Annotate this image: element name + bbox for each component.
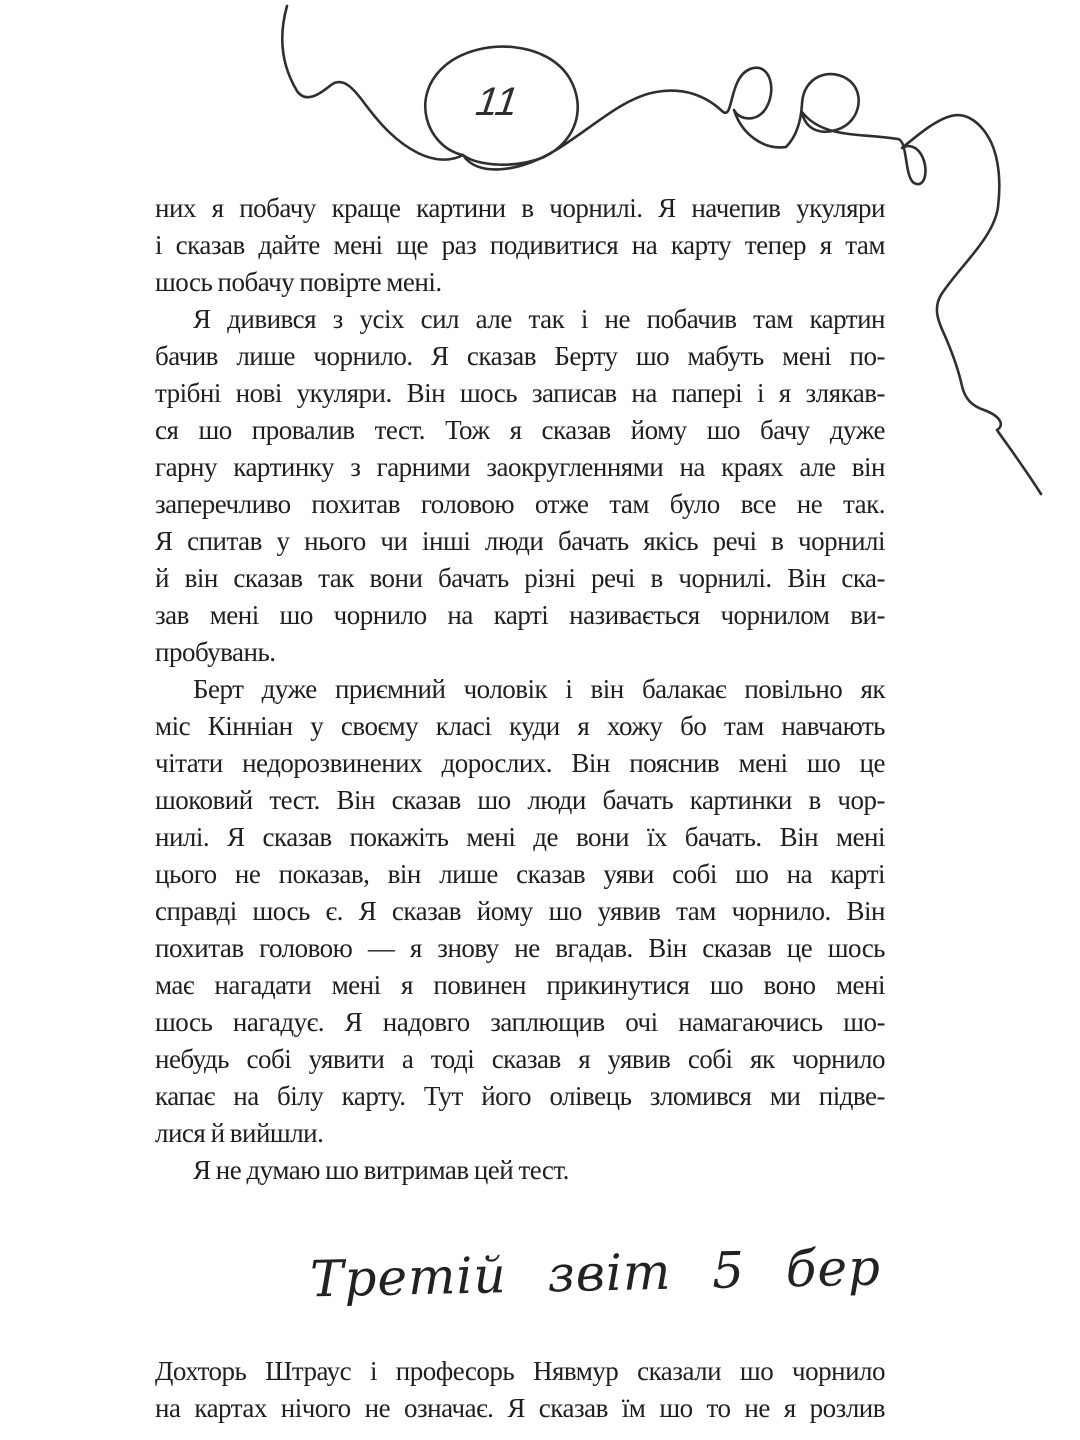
page-number: 11 [473,80,521,124]
text-line: зав мені шо чорнило на карті називається чорнилом ви- [155,600,885,630]
body-paragraph [155,301,885,671]
text-line: на картах нічого не означає. Я сказав їм шо то не я розлив [155,1393,885,1423]
text-line: й він сказав так вони бачать різні речі в чорнилі. Він ска- [155,563,885,593]
text-line: чітати недорозвинених дорослих. Він пояснив мені шо це [155,748,885,778]
text-line: міс Кінніан у своєму класі куди я хожу бо там навчають [155,711,885,741]
text-line: Я дивився з усіх сил але так і не побачив там картин [193,304,885,334]
body-paragraph [155,1353,885,1427]
text-line: нилі. Я сказав покажіть мені де вони їх бачать. Він мені [155,822,885,852]
text-line: лися й вийшли. [155,1118,324,1148]
text-line: трібні нові укуляри. Він шось записав на папері і я злякав- [155,378,885,408]
text-line: похитав головою — я знову не вгадав. Він сказав це шось [155,933,885,963]
text-line: Дохторь Штраус і професорь Нявмур сказали шо чорнило [155,1356,885,1386]
text-line: гарну картинку з гарними заокругленнями на краях але він [155,452,885,482]
text-line: справді шось є. Я сказав йому шо уявив там чорнило. Він [155,896,885,926]
text-line: шось нагадує. Я надовго заплющив очі намагаючись шо- [155,1007,885,1037]
text-line: цього не показав, він лише сказав уяви собі шо на карті [155,859,885,889]
text-line: пробувань. [155,637,276,667]
book-text [155,190,885,1427]
report-heading: Третій звіт 5 бер [309,1238,882,1309]
text-line: шось побачу повірте мені. [155,267,442,297]
body-paragraph [155,190,885,301]
text-line: них я побачу краще картини в чорнилі. Я начепив укуляри [155,193,885,223]
body-paragraph [155,1152,885,1189]
text-line: Я спитав у нього чи інші люди бачать якісь речі в чорнилі [155,526,885,556]
text-line: бачив лише чорнило. Я сказав Берту шо мабуть мені по- [155,341,885,371]
body-paragraph [155,671,885,1152]
text-line: заперечливо похитав головою отже там було все не так. [155,489,885,519]
text-line: ся шо провалив тест. Тож я сказав йому шо бачу дуже [155,415,885,445]
text-line: небудь собі уявити а тоді сказав я уявив собі як чорнило [155,1044,885,1074]
text-line: і сказав дайте мені ще раз подивитися на карту тепер я там [155,230,885,260]
text-line: Берт дуже приємний чоловік і він балакає повільно як [193,674,885,704]
text-line: капає на білу карту. Тут його олівець зломився ми підве- [155,1081,885,1111]
text-line: має нагадати мені я повинен прикинутися шо воно мені [155,970,885,1000]
text-line: шоковий тест. Він сказав шо люди бачать картинки в чор- [155,785,885,815]
text-line: Я не думаю шо витримав цей тест. [193,1155,569,1185]
